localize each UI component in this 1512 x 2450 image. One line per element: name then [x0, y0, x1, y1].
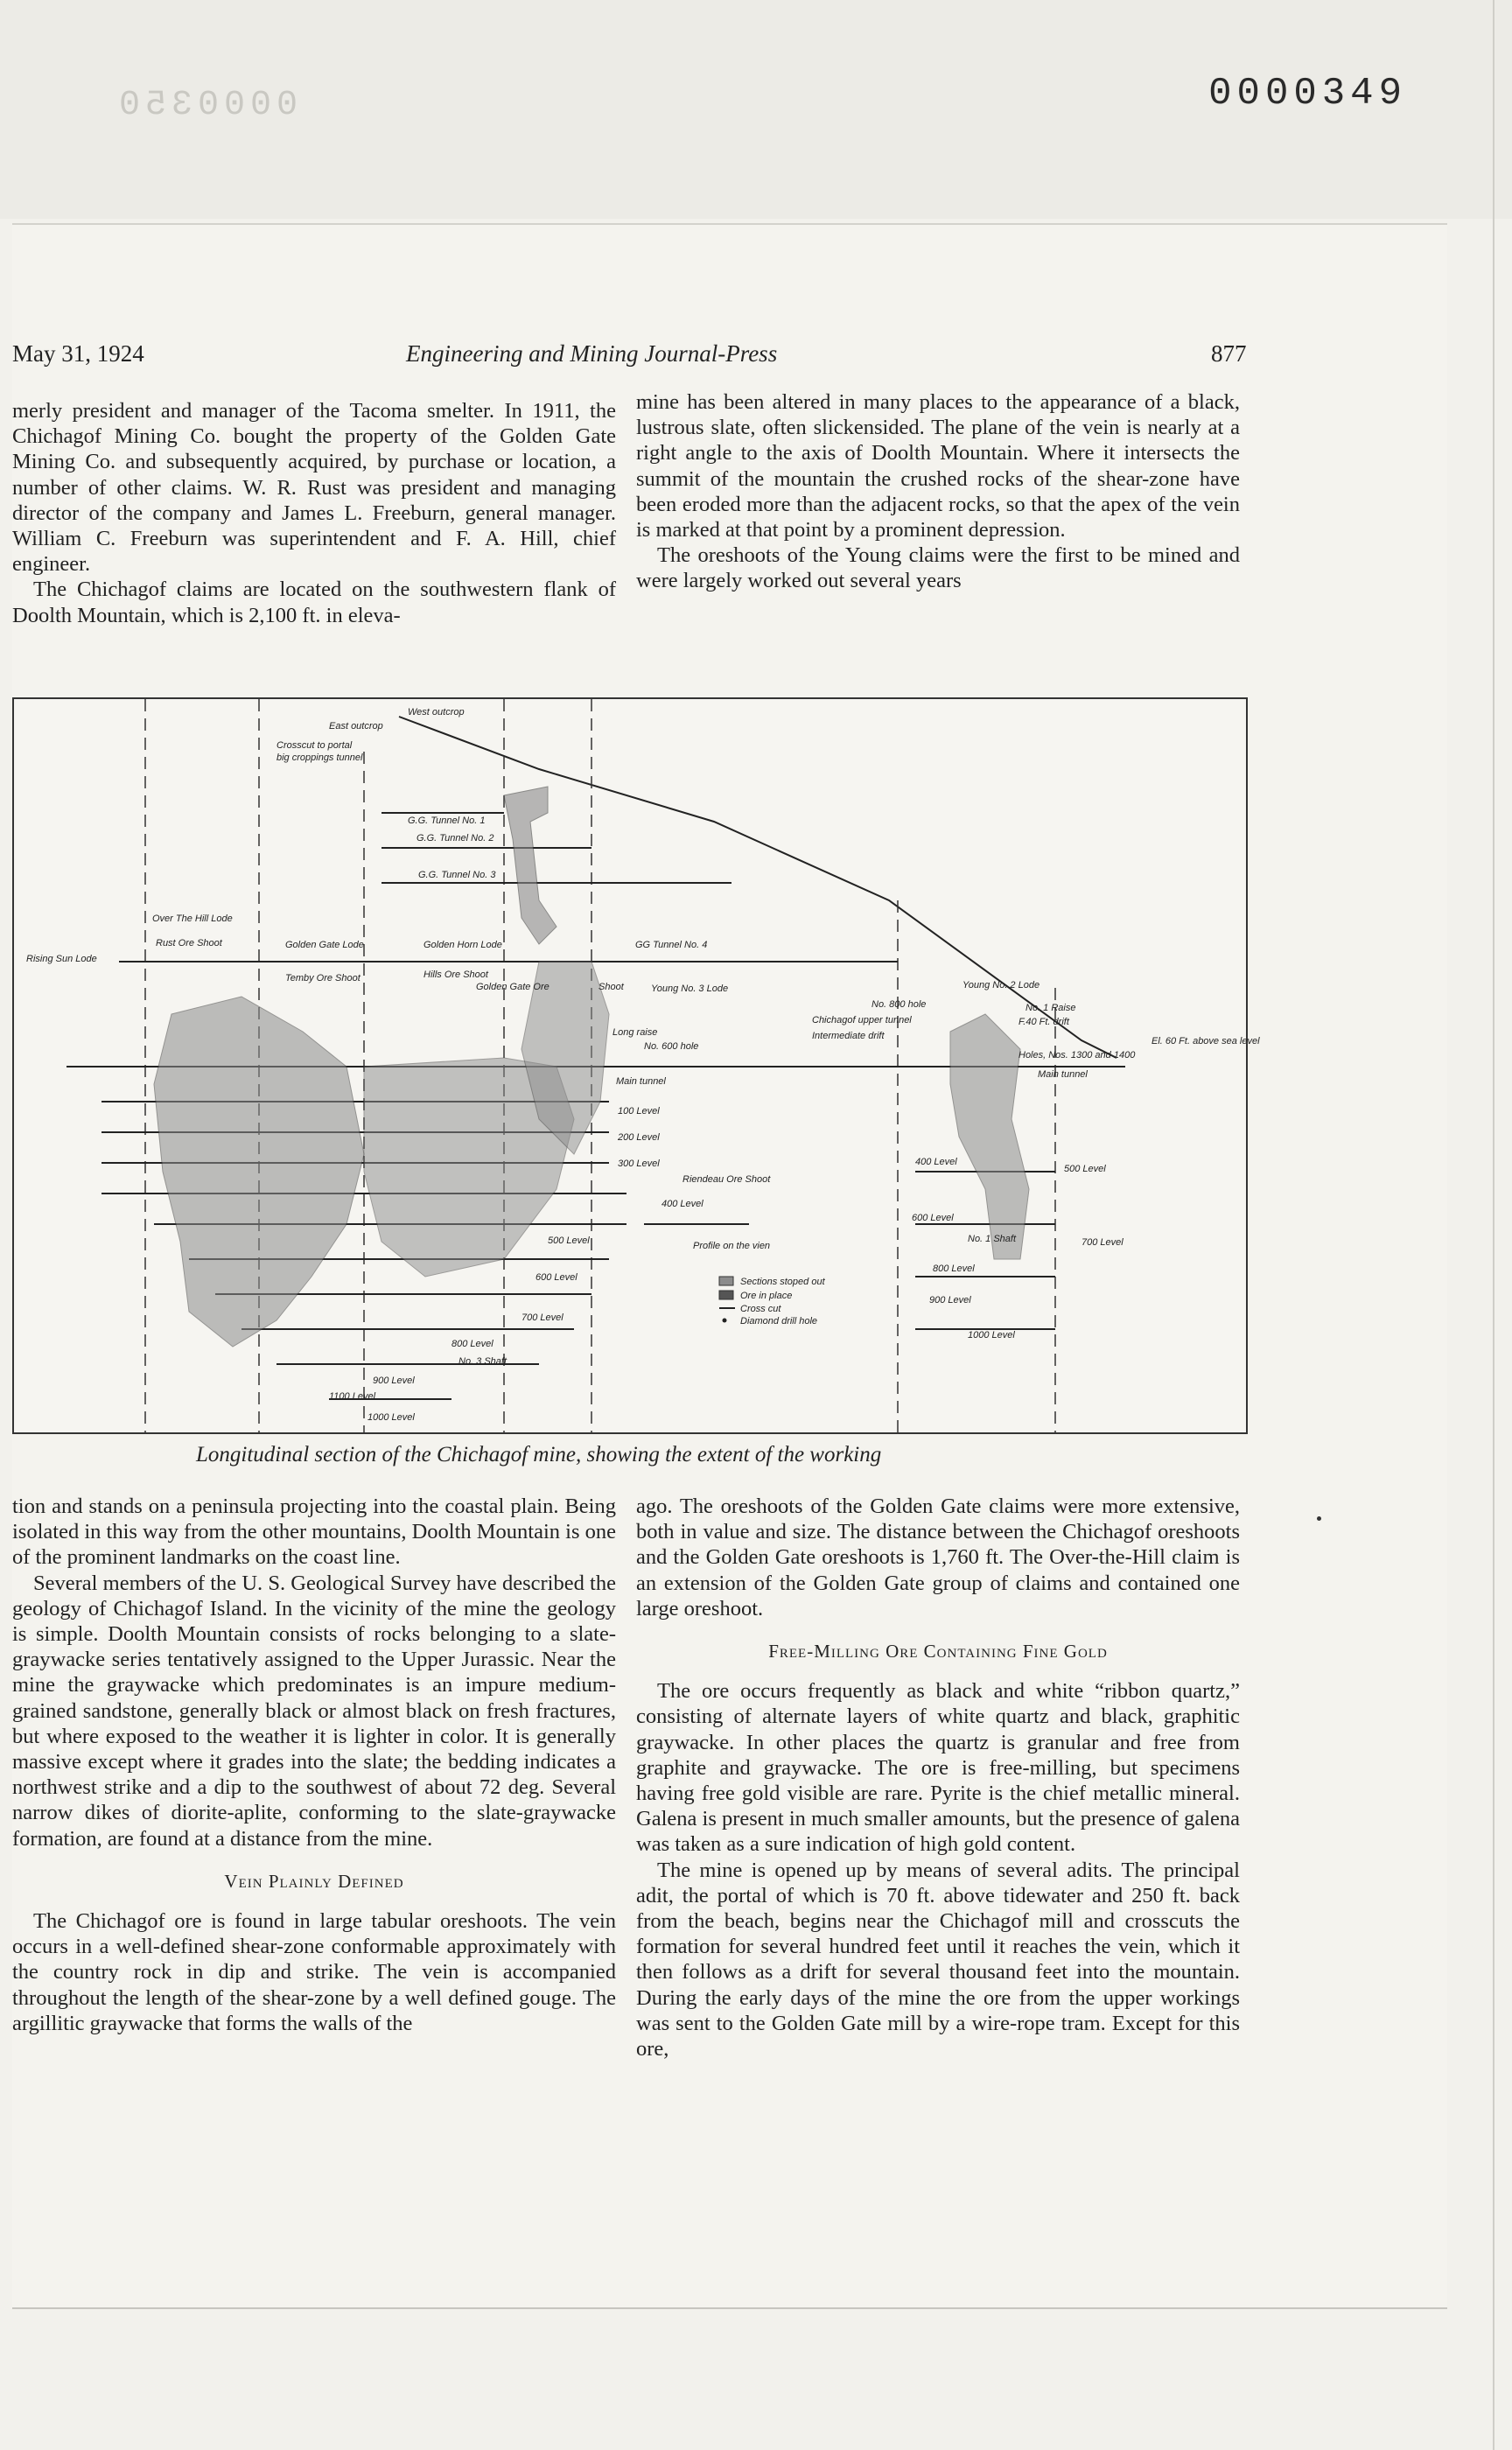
scan-right-edge: [1493, 0, 1494, 2450]
diagram-label: 700 Level: [522, 1312, 564, 1323]
diagram-label: 600 Level: [912, 1213, 954, 1223]
diagram-label: No. 3 Shaft: [458, 1356, 508, 1367]
section-heading: Vein Plainly Defined: [224, 1870, 404, 1892]
left-column-bottom: [12, 1494, 616, 2036]
diagram-label: Profile on the vien: [693, 1241, 771, 1251]
right-column-top: [636, 389, 1240, 594]
paragraph: mine has been altered in many places to the appearance of a black, lustrous slate, often slickensided. The plane of the vein is nearly at a right angle to the axis of Doolth Mountain. Where it intersects the summit of the mountain the crushed rocks of the shear-zone have been eroded more than the adjacent rocks, so that the apex of the vein is marked at that point by a prominent depression.: [636, 390, 1240, 542]
issue-date: May 31, 1924: [12, 340, 144, 367]
diagram-label: 900 Level: [373, 1376, 415, 1386]
diagram-label: West outcrop: [408, 707, 465, 718]
diagram-label: Holes, Nos. 1300 and 1400: [1018, 1050, 1136, 1060]
diagram-label: Golden Horn Lode: [424, 940, 502, 950]
mountain-profile: [399, 717, 1116, 1058]
journal-title: Engineering and Mining Journal-Press: [406, 340, 778, 367]
diagram-label: Rising Sun Lode: [26, 954, 97, 964]
diagram-label: 300 Level: [618, 1158, 660, 1169]
scan-speck: [1317, 1516, 1321, 1521]
paragraph: Several members of the U. S. Geological Survey have described the geology of Chichagof Island. In the vicinity of the mine the geology is simple. Doolth Mountain consists of rocks belonging to a slate-graywacke series tentatively assigned to the Upper Jurassic. Near the mine the graywacke which predominates is an impure medium-grained sandstone, generally black or almost black on fresh fractures, but where exposed to the weather it is lighter in color. It is generally massive except where it grades into the slate; the bedding indicates a northwest strike and a dip to the southwest of about 72 deg. Several narrow dikes of diorite-aplite, conforming to the slate-graywacke formation, are found at a distance from the mine.: [12, 1571, 616, 1851]
diagram-label: No. 1 Raise: [1026, 1003, 1076, 1013]
running-header: [12, 340, 1447, 375]
diagram-label: No. 800 hole: [872, 999, 927, 1010]
diagram-label: Main tunnel: [1038, 1069, 1088, 1080]
diagram-label: 900 Level: [929, 1295, 971, 1306]
legend-item: Sections stoped out: [740, 1277, 825, 1287]
paragraph: The Chichagof ore is found in large tabular oreshoots. The vein occurs in a well-defined shear-zone conformable approximately with the country rock in dip and strike. The vein is accompanied throughout the length of the shear-zone by a well defined gouge. The argillitic graywacke that forms the walls of the: [12, 1909, 616, 2035]
diagram-label: 800 Level: [933, 1264, 975, 1274]
page-id-stamp: 0000349: [1208, 72, 1407, 116]
diagram-label: 600 Level: [536, 1272, 578, 1283]
paragraph: tion and stands on a peninsula projecting into the coastal plain. Being isolated in this way from the other mountains, Doolth Mountain is one of the prominent landmarks on the coast line.: [12, 1494, 616, 1570]
diagram-label: Young No. 2 Lode: [962, 980, 1040, 990]
diagram-label: 800 Level: [452, 1339, 494, 1349]
diagram-label: Riendeau Ore Shoot: [682, 1174, 771, 1185]
diagram-label: No. 600 hole: [644, 1041, 699, 1052]
diagram-label: 1000 Level: [968, 1330, 1015, 1340]
left-column-top: [12, 398, 616, 628]
paragraph: The Chichagof claims are located on the southwestern flank of Doolth Mountain, which is 2,100 ft. in eleva-: [12, 578, 616, 627]
longitudinal-section-diagram: [14, 699, 1260, 1432]
diagram-label: 400 Level: [915, 1157, 957, 1167]
mine-section-figure: [12, 697, 1260, 1434]
diagram-label: El. 60 Ft. above sea level: [1152, 1036, 1260, 1046]
diagram-label: No. 1 Shaft: [968, 1234, 1017, 1244]
diagram-label: Chichagof upper tunnel: [812, 1015, 912, 1026]
ghost-page-stamp: 0000350: [114, 86, 298, 125]
figure-caption: Longitudinal section of the Chichagof mine, showing the extent of the working: [196, 1443, 882, 1466]
diagram-label: Golden Gate Lode: [285, 940, 364, 950]
diagram-label: F.40 Ft. drift: [1018, 1017, 1069, 1027]
diagram-label: 100 Level: [618, 1106, 660, 1116]
journal-page: [12, 223, 1447, 2309]
diagram-label: GG Tunnel No. 4: [635, 940, 708, 950]
diagram-label: 500 Level: [1064, 1164, 1106, 1174]
diagram-label: Rust Ore Shoot: [156, 938, 222, 948]
diagram-label: G.G. Tunnel No. 3: [418, 870, 496, 880]
diagram-label: Over The Hill Lode: [152, 914, 233, 924]
paragraph: The ore occurs frequently as black and white “ribbon quartz,” consisting of alternate layers of white quartz and black, graphitic graywacke. In other places the quartz is granular and free from graphite and graywacke. The ore is free-milling, but specimens having free gold visible are rare. Pyrite is the chief metallic mineral. Galena is present in much smaller amounts, but the presence of galena was taken as a sure indication of high gold content.: [636, 1679, 1240, 1857]
diagram-label: Hills Ore Shoot: [424, 970, 488, 980]
paragraph: The mine is opened up by means of several adits. The principal adit, the portal of which is 70 ft. above tidewater and 250 ft. back from the beach, begins near the Chichagof mill and crosscuts the formation for several hundred feet until it reaches the vein, which it then follows as a drift for several thousand feet into the mountain. During the early days of the mine the ore from the upper workings was sent to the Golden Gate mill by a wire-rope tram. Except for this ore,: [636, 1858, 1240, 2062]
diagram-label: G.G. Tunnel No. 2: [416, 833, 494, 844]
legend-item: Ore in place: [740, 1291, 793, 1301]
right-column-bottom: [636, 1494, 1240, 2062]
diagram-label: Young No. 3 Lode: [651, 984, 729, 994]
diagram-label: 200 Level: [618, 1132, 660, 1143]
diagram-legend: [719, 1277, 826, 1326]
diagram-label: Intermediate drift: [812, 1031, 885, 1041]
diagram-label: 1100 Level: [329, 1391, 376, 1402]
diagram-label: Long raise: [612, 1027, 658, 1038]
diagram-label: East outcrop: [329, 721, 383, 732]
section-heading: Free-Milling Ore Containing Fine Gold: [768, 1641, 1108, 1662]
page-number: 877: [1211, 340, 1247, 367]
diagram-label: Crosscut to portal: [276, 740, 353, 751]
diagram-label: 400 Level: [662, 1199, 704, 1209]
legend-item: Cross cut: [740, 1304, 781, 1314]
diagram-label: Temby Ore Shoot: [285, 973, 360, 984]
diagram-label: 500 Level: [548, 1236, 590, 1246]
diagram-label: big croppings tunnel: [276, 752, 363, 763]
diagram-label: Shoot: [598, 982, 624, 992]
paragraph: ago. The oreshoots of the Golden Gate claims were more extensive, both in value and size. The distance between the Chichagof oreshoots and the Golden Gate oreshoots is 1,760 ft. The Over-the-Hill claim is an extension of the Golden Gate group of claims and contained one large oreshoot.: [636, 1494, 1240, 1620]
paragraph: The oreshoots of the Young claims were the first to be mined and were largely worked out several years: [636, 543, 1240, 593]
diagram-label: Main tunnel: [616, 1076, 666, 1087]
diagram-label: Golden Gate Ore: [476, 982, 550, 992]
diagram-label: 700 Level: [1082, 1237, 1124, 1248]
diagram-label: G.G. Tunnel No. 1: [408, 816, 486, 826]
legend-item: Diamond drill hole: [740, 1316, 818, 1326]
paragraph: merly president and manager of the Tacoma smelter. In 1911, the Chichagof Mining Co. bought the property of the Golden Gate Mining Co. and subsequently acquired, by purchase or location, a number of other claims. W. R. Rust was president and managing director of the company and James L. Freeburn, general manager. William C. Freeburn was superintendent and F. A. Hill, chief engineer.: [12, 399, 616, 577]
diagram-label: 1000 Level: [368, 1412, 415, 1423]
